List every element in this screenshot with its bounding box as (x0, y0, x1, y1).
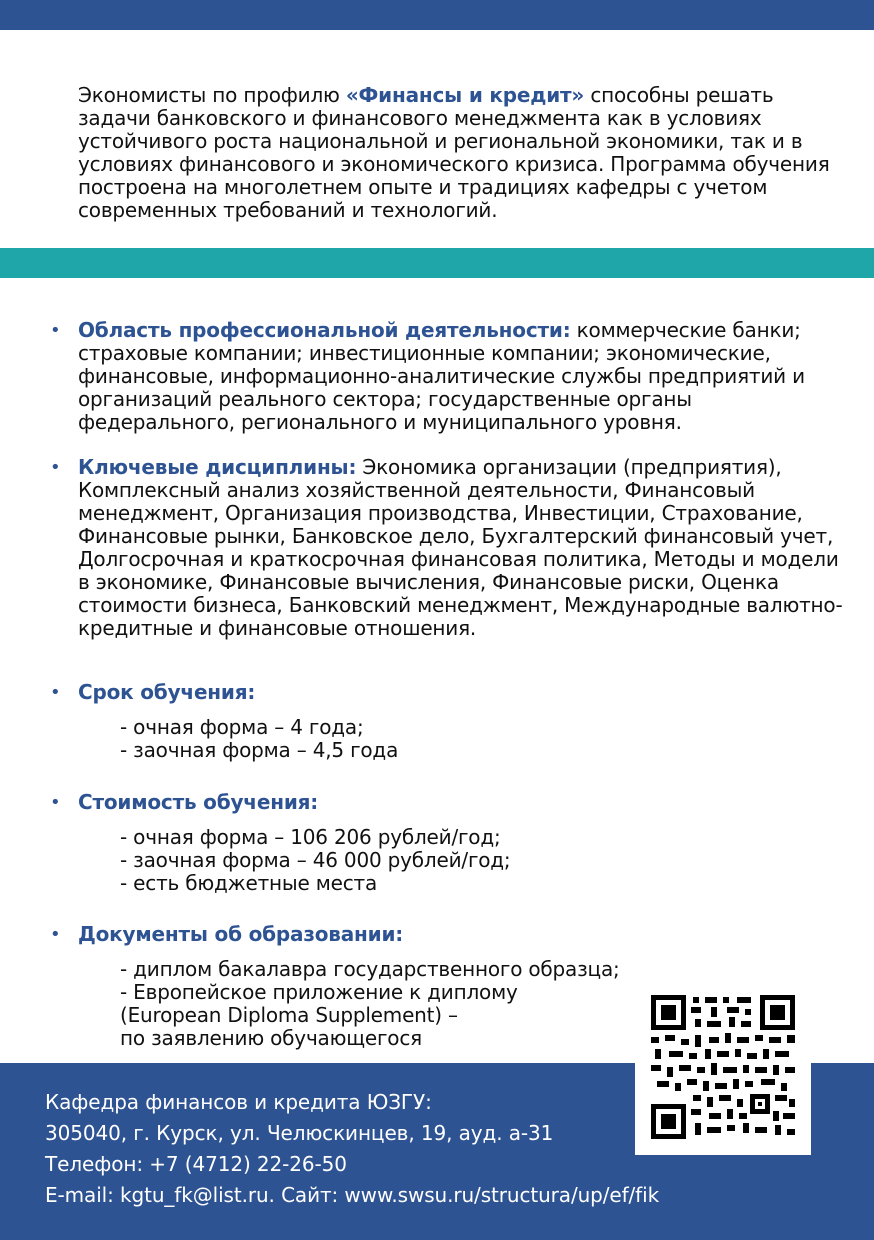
section-duration (50, 681, 850, 762)
bullet-icon: • (50, 457, 61, 478)
cost-line: - заочная форма – 46 000 рублей/год; (120, 848, 511, 872)
disciplines-heading: Ключевые дисциплины: (78, 455, 357, 479)
documents-line: (European Diploma Supplement) – (120, 1003, 458, 1027)
cost-heading: Стоимость обучения: (78, 790, 319, 814)
intro-suffix: способны решать задачи банковского и финансового менеджмента как в условиях устойчивого роста национальной и региональной экономики, так и в условиях финансового и экономического кризиса. Программа обучения построена на многолетнем опыте и традициях кафедры с учетом современных требований и технологий. (78, 83, 830, 222)
duration-list (120, 716, 850, 762)
section-cost (50, 791, 850, 895)
duration-line: - очная форма – 4 года; (120, 715, 364, 739)
qr-code-icon[interactable] (635, 983, 811, 1155)
bullet-icon: • (50, 792, 61, 813)
bullet-icon: • (50, 924, 61, 945)
disciplines-text: Экономика организации (предприятия), Комплексный анализ хозяйственной деятельности, Финансовый менеджмент, Организация производства, Инвестиции, Страхование, Финансовые рынки, Банковское дело, Бухгалтерский финансовый учет, Долгосрочная и краткосрочная финансовая политика, Методы и модели в экономике, Финансовые вычисления, Финансовые риски, Оценка стоимости бизнеса, Банковский менеджмент, Международные валютно-кредитные и финансовые отношения. (78, 455, 843, 640)
intro-paragraph (78, 84, 838, 222)
qr-code-graphic (651, 995, 795, 1139)
bullet-icon: • (50, 320, 61, 341)
duration-heading: Срок обучения: (78, 680, 256, 704)
bullet-icon: • (50, 682, 61, 703)
footer-phone: Телефон: +7 (4712) 22-26-50 (45, 1152, 347, 1176)
teal-divider (0, 248, 874, 278)
cost-line: - есть бюджетные места (120, 871, 378, 895)
documents-line: - диплом бакалавра государственного образца; (120, 957, 620, 981)
section-area (50, 319, 850, 434)
cost-line: - очная форма – 106 206 рублей/год; (120, 825, 501, 849)
footer-address: 305040, г. Курск, ул. Челюскинцев, 19, ауд. а-31 (45, 1121, 554, 1145)
cost-list (120, 826, 850, 895)
duration-line: - заочная форма – 4,5 года (120, 738, 399, 762)
footer-department: Кафедра финансов и кредита ЮЗГУ: (45, 1090, 432, 1114)
area-heading: Область профессиональной деятельности: (78, 318, 571, 342)
intro-prefix: Экономисты по профилю (78, 83, 346, 107)
documents-line: по заявлению обучающегося (120, 1026, 422, 1050)
area-text: коммерческие банки; страховые компании; инвестиционные компании; экономические, финансовые, информационно-аналитические службы предприятий и организаций реального сектора; государственные органы федерального, регионального и муниципального уровня. (78, 318, 805, 434)
footer-email-site: E-mail: kgtu_fk@list.ru. Сайт: www.swsu.ru/structura/up/ef/fik (45, 1183, 660, 1207)
top-banner (0, 0, 874, 30)
intro-profile: «Финансы и кредит» (345, 83, 585, 107)
documents-line: - Европейское приложение к диплому (120, 980, 518, 1004)
section-disciplines (50, 456, 850, 640)
documents-heading: Документы об образовании: (78, 922, 404, 946)
